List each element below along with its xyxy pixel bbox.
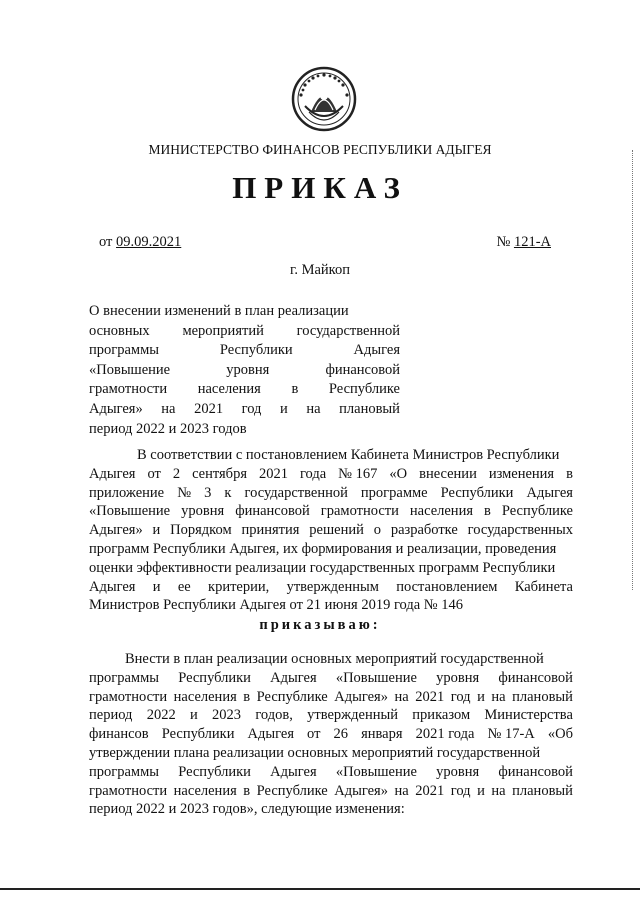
- text-line: [89, 465, 573, 484]
- scan-edge-mark: [632, 150, 634, 590]
- text-word: Республики: [219, 342, 293, 359]
- text-word: года: [299, 465, 327, 482]
- text-word: 2021 года: [415, 726, 475, 743]
- number-prefix: №: [496, 234, 511, 250]
- order-subject: [89, 302, 400, 439]
- text-word: программы: [89, 342, 159, 359]
- text-word: Республике: [256, 782, 328, 799]
- text-word: финансов: [89, 726, 149, 743]
- text-word: Республики: [440, 484, 514, 501]
- text-word: Министерства: [484, 707, 573, 724]
- text-word: Адыгея»: [89, 522, 143, 539]
- text-word: год: [241, 400, 262, 417]
- text-line: [89, 341, 400, 361]
- text-line: [89, 559, 573, 578]
- text-word: Адыгея: [89, 465, 136, 482]
- text-word: О внесении изменений в план реализации: [89, 303, 349, 319]
- text-word: в: [566, 465, 573, 482]
- text-word: в: [243, 688, 251, 705]
- text-word: «Об: [547, 726, 573, 743]
- text-line: [89, 688, 573, 707]
- text-word: «О: [389, 465, 408, 482]
- text-word: населения: [197, 381, 261, 398]
- text-word: и: [477, 782, 485, 799]
- text-word: и: [189, 707, 198, 724]
- text-word: утвержденный: [307, 707, 399, 724]
- text-word: программе: [360, 484, 428, 501]
- text-word: Кабинета: [514, 578, 573, 595]
- text-word: 2022: [146, 707, 176, 724]
- text-word: Адыгея: [353, 342, 400, 359]
- text-word: государственной: [296, 322, 400, 339]
- text-word: и: [477, 688, 485, 705]
- text-word: от: [147, 465, 161, 482]
- text-word: населения: [409, 503, 473, 520]
- text-word: критерии,: [208, 578, 270, 595]
- text-word: утвержденным: [286, 578, 379, 595]
- text-word: Республике: [256, 688, 328, 705]
- date-prefix: от: [99, 234, 113, 250]
- city-name: г. Майкоп: [290, 262, 350, 278]
- text-line: [89, 420, 400, 440]
- text-word: Адыгея»: [334, 782, 388, 799]
- ministry-name: МИНИСТЕРСТВО ФИНАНСОВ РЕСПУБЛИКИ АДЫГЕЯ: [148, 142, 492, 157]
- order-body-paragraph: [89, 650, 573, 819]
- text-word: на: [394, 782, 409, 799]
- preamble-paragraph: [89, 446, 573, 615]
- adygea-coat-of-arms-icon: [291, 66, 357, 132]
- text-word: января: [361, 726, 403, 743]
- text-word: Республике: [501, 503, 573, 520]
- text-line: [89, 578, 573, 597]
- text-word: Адыгея: [270, 763, 317, 780]
- order-command: приказываю:: [259, 617, 381, 633]
- text-word: к: [224, 484, 232, 501]
- text-line: [89, 484, 573, 503]
- text-word: Республике: [328, 381, 400, 398]
- text-word: финансовой: [235, 503, 310, 520]
- text-word: населения: [173, 782, 237, 799]
- text-word: «Повышение: [89, 361, 171, 378]
- text-line: [89, 302, 400, 322]
- text-line: [89, 380, 400, 400]
- text-word: Адыгея: [89, 578, 136, 595]
- text-word: грамотности: [89, 381, 168, 398]
- text-line: [89, 521, 573, 540]
- text-word: Порядком: [170, 522, 232, 539]
- text-word: государственных: [467, 522, 573, 539]
- text-word: период 2022 и 2023 годов», следующие изменения:: [89, 801, 405, 818]
- text-word: Республики: [178, 669, 251, 686]
- text-word: № 167: [338, 465, 378, 482]
- text-word: и: [280, 400, 288, 417]
- text-word: уровня: [181, 503, 225, 520]
- text-word: разработке: [390, 522, 458, 539]
- text-word: финансовой: [498, 669, 573, 686]
- text-word: Адыгея»: [334, 688, 388, 705]
- text-word: финансовой: [498, 763, 573, 780]
- text-word: 2: [172, 465, 181, 482]
- text-word: программы: [89, 669, 159, 686]
- text-word: мероприятий: [182, 322, 264, 339]
- text-word: от: [307, 726, 321, 743]
- text-word: финансовой: [325, 361, 400, 378]
- text-word: программ Республики Адыгея, их формирования и реализации, проведения: [89, 540, 557, 557]
- text-line: [89, 400, 400, 420]
- text-word: плановый: [512, 782, 573, 799]
- text-word: Министров Республики Адыгея от 21 июня 2019 года № 146: [89, 597, 464, 614]
- text-word: и: [152, 522, 161, 539]
- text-word: постановлением: [396, 578, 498, 595]
- text-word: ее: [177, 578, 191, 595]
- text-word: 2021: [194, 400, 224, 417]
- text-word: и: [152, 578, 161, 595]
- text-word: год: [450, 688, 471, 705]
- text-word: населения: [173, 688, 237, 705]
- text-word: в: [484, 503, 491, 520]
- text-word: Республики: [178, 763, 251, 780]
- text-word: на: [306, 400, 321, 417]
- text-line: [89, 725, 573, 744]
- text-word: годов,: [255, 707, 293, 724]
- text-line: [89, 322, 400, 342]
- document-title: ПРИКАЗ: [232, 170, 408, 205]
- text-word: в: [291, 381, 299, 398]
- text-word: период 2022 и 2023 годов: [89, 420, 247, 437]
- text-line: [89, 800, 573, 819]
- text-word: сентября: [192, 465, 247, 482]
- text-word: «Повышение: [335, 669, 417, 686]
- text-word: плановый: [512, 688, 573, 705]
- text-word: Адыгея: [270, 669, 317, 686]
- text-word: на: [491, 688, 506, 705]
- number-value: 121-А: [513, 234, 551, 250]
- text-word: 2021: [258, 465, 288, 482]
- text-word: Республики: [161, 726, 235, 743]
- order-date: [99, 234, 181, 251]
- text-word: В соответствии с постановлением Кабинета Министров Республики: [137, 447, 560, 463]
- scan-bottom-line: [0, 888, 640, 890]
- text-word: период: [89, 707, 133, 724]
- text-line: [89, 596, 573, 615]
- text-word: решений: [309, 522, 364, 539]
- text-word: грамотности: [89, 782, 168, 799]
- text-word: год: [450, 782, 471, 799]
- text-word: Адыгея»: [89, 400, 143, 417]
- text-line: [89, 763, 573, 782]
- order-number: [496, 234, 551, 251]
- text-word: уровня: [436, 669, 480, 686]
- text-line: [89, 650, 573, 669]
- text-line: [89, 744, 573, 763]
- text-word: основных: [89, 322, 150, 339]
- text-word: 2023: [212, 707, 242, 724]
- text-line: [89, 540, 573, 559]
- text-word: 2021: [415, 688, 445, 705]
- text-word: приказом: [412, 707, 471, 724]
- text-word: внесении: [419, 465, 477, 482]
- text-line: [89, 782, 573, 801]
- text-line: [89, 502, 573, 521]
- text-word: на: [161, 400, 176, 417]
- text-word: оценки эффективности реализации государственных программ Республики: [89, 559, 556, 576]
- text-word: «Повышение: [335, 763, 417, 780]
- text-word: уровня: [436, 763, 480, 780]
- text-word: грамотности: [89, 688, 168, 705]
- text-line: [89, 361, 400, 381]
- text-word: о: [373, 522, 381, 539]
- text-line: [89, 669, 573, 688]
- text-word: плановый: [339, 400, 400, 417]
- text-word: Адыгея: [247, 726, 294, 743]
- text-word: принятия: [241, 522, 300, 539]
- text-word: Внести в план реализации основных мероприятий государственной: [125, 651, 544, 667]
- text-word: государственной: [244, 484, 348, 501]
- text-word: «Повышение: [89, 503, 171, 520]
- text-word: программы: [89, 763, 159, 780]
- text-word: 2021: [415, 782, 445, 799]
- text-word: 3: [204, 484, 212, 501]
- text-word: Адыгея: [526, 484, 573, 501]
- text-word: № 17-А: [487, 726, 535, 743]
- date-value: 09.09.2021: [116, 234, 182, 250]
- text-word: на: [394, 688, 409, 705]
- text-word: 26: [333, 726, 349, 743]
- text-line: [89, 446, 573, 465]
- text-word: уровня: [226, 361, 270, 378]
- text-word: утверждении плана реализации основных мероприятий государственной: [89, 744, 541, 761]
- text-word: в: [243, 782, 251, 799]
- text-word: на: [491, 782, 506, 799]
- text-word: грамотности: [320, 503, 399, 520]
- text-word: №: [177, 484, 192, 501]
- text-word: изменения: [488, 465, 555, 482]
- text-word: приложение: [89, 484, 165, 501]
- text-line: [89, 706, 573, 725]
